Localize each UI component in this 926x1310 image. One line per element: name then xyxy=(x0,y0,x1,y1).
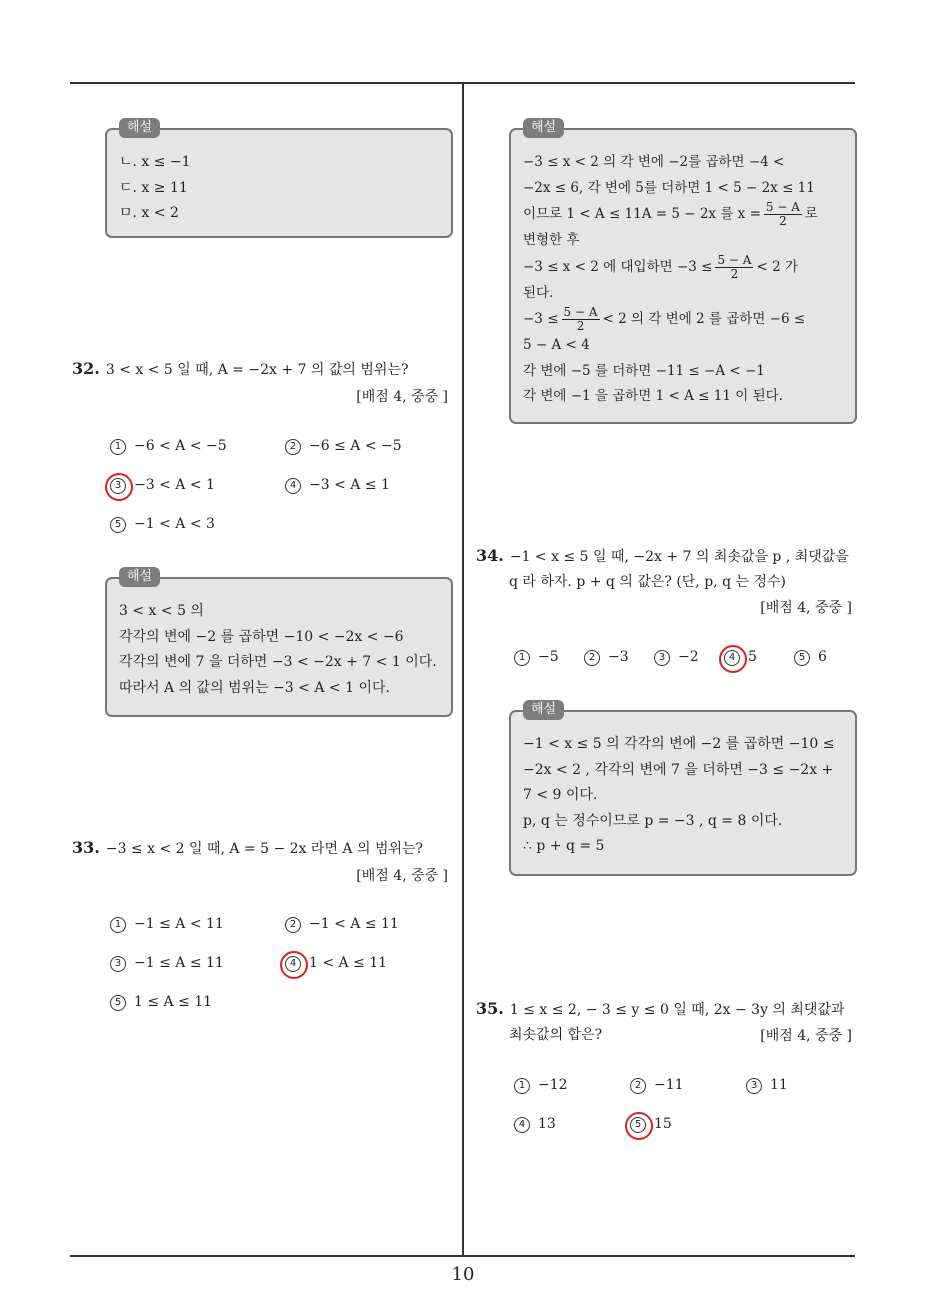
explanation-line: 각각의 변에 −2 를 곱하면 −10 < −2x < −6 xyxy=(119,628,404,645)
choice-marker: 3 xyxy=(654,650,670,666)
choice-35-5[interactable] xyxy=(630,1116,672,1133)
explanation-text: 로 xyxy=(804,206,818,222)
explanation-tag: 해설 xyxy=(119,118,160,138)
choice-marker: 4 xyxy=(285,478,301,494)
fraction-denominator: 2 xyxy=(779,214,787,228)
page-number: 10 xyxy=(451,1264,475,1285)
question-meta: [배점 4, 중중 ] xyxy=(760,1028,852,1044)
explanation-line: 된다. xyxy=(523,284,554,301)
explanation-line: −2x < 2 , 각각의 변에 7 을 더하면 −3 ≤ −2x + xyxy=(523,761,834,778)
fraction-numerator: 5 − A xyxy=(717,252,752,267)
choice-35-3[interactable] xyxy=(746,1077,788,1094)
question-33 xyxy=(72,835,452,862)
explanation-line xyxy=(523,306,845,333)
explanation-tag: 해설 xyxy=(523,118,564,138)
question-34 xyxy=(476,543,861,595)
choice-text: −3 < A ≤ 1 xyxy=(309,477,390,493)
choice-32-2[interactable] xyxy=(285,438,402,455)
question-number: 35. xyxy=(476,999,504,1018)
explanation-line: 3 < x < 5 의 xyxy=(119,603,204,619)
fraction-denominator: 2 xyxy=(730,266,739,281)
explanation-line xyxy=(523,254,845,281)
choice-marker: 2 xyxy=(285,917,301,933)
choice-33-4[interactable] xyxy=(285,955,387,972)
choice-34-4[interactable] xyxy=(724,649,757,666)
choice-text: −6 < A < −5 xyxy=(134,438,227,454)
explanation-line: 각각의 변에 7 을 더하면 −3 < −2x + 7 < 1 이다. xyxy=(119,654,437,670)
question-text: 최솟값의 합은? xyxy=(509,1027,603,1043)
choice-34-1[interactable] xyxy=(514,649,559,666)
choice-text: −1 ≤ A < 11 xyxy=(134,916,224,932)
choice-text: 6 xyxy=(818,649,827,665)
explanation-line: ㄷ. x ≥ 11 xyxy=(119,179,188,196)
choice-32-1[interactable] xyxy=(110,438,227,455)
choice-32-4[interactable] xyxy=(285,477,390,494)
question-number: 33. xyxy=(72,838,100,857)
choice-34-5[interactable] xyxy=(794,649,827,666)
choice-text: −1 < A < 3 xyxy=(134,516,215,532)
question-text: −1 < x ≤ 5 일 때, −2x + 7 의 최솟값을 p , 최댓값을 xyxy=(509,549,849,565)
choice-text: 13 xyxy=(538,1116,556,1132)
explanation-text: < 2 가 xyxy=(756,258,798,275)
choice-marker: 2 xyxy=(285,439,301,455)
question-text: 3 < x < 5 일 때, A = −2x + 7 의 값의 범위는? xyxy=(105,362,409,378)
explanation-text: < 2 의 각 변에 2 를 곱하면 −6 ≤ xyxy=(602,311,806,327)
choice-33-2[interactable] xyxy=(285,916,399,933)
choice-34-3[interactable] xyxy=(654,649,699,666)
explanation-line: 5 − A < 4 xyxy=(523,337,590,353)
choice-marker: 1 xyxy=(110,439,126,455)
choice-text: 1 ≤ A ≤ 11 xyxy=(134,994,213,1010)
explanation-line: −2x ≤ 6, 각 변에 5를 더하면 1 < 5 − 2x ≤ 11 xyxy=(523,179,815,196)
explanation-line: ㅁ. x < 2 xyxy=(119,205,179,221)
column-divider xyxy=(462,84,464,1256)
question-line: q 라 하자. p + q 의 값은? (단, p, q 는 정수) xyxy=(509,574,786,590)
choice-text: −3 xyxy=(608,649,629,665)
explanation-box-31 xyxy=(105,120,453,238)
answer-circle-marker: 4 xyxy=(724,650,740,666)
answer-circle-marker: 3 xyxy=(110,478,126,494)
explanation-line: 7 < 9 이다. xyxy=(523,787,598,803)
choice-marker: 2 xyxy=(584,650,600,666)
choice-text: −11 xyxy=(654,1077,684,1093)
question-meta: [배점 4, 중중 ] xyxy=(356,389,448,405)
question-text: −3 ≤ x < 2 일 때, A = 5 − 2x 라면 A 의 범위는? xyxy=(105,841,424,857)
choice-marker: 4 xyxy=(514,1117,530,1133)
choice-34-2[interactable] xyxy=(584,649,629,666)
bottom-rule xyxy=(70,1255,855,1257)
fraction xyxy=(764,201,802,228)
choice-text: −6 ≤ A < −5 xyxy=(309,438,402,454)
choice-35-1[interactable] xyxy=(514,1077,568,1094)
explanation-line: 변형한 후 xyxy=(523,232,580,248)
explanation-line: ㄴ. x ≤ −1 xyxy=(119,154,191,170)
choice-marker: 5 xyxy=(110,995,126,1011)
fraction xyxy=(562,306,600,333)
choice-text: −5 xyxy=(538,649,559,665)
question-32 xyxy=(72,356,452,383)
choice-text: −1 ≤ A ≤ 11 xyxy=(134,955,224,971)
question-number: 34. xyxy=(476,546,504,565)
fraction-denominator: 2 xyxy=(576,319,585,333)
explanation-line: 각 변에 −1 을 곱하면 1 < A ≤ 11 이 된다. xyxy=(523,388,783,404)
question-meta: [배점 4, 중중 ] xyxy=(760,600,852,616)
question-text: 1 ≤ x ≤ 2, − 3 ≤ y ≤ 0 일 때, 2x − 3y 의 최댓값과 xyxy=(509,1002,845,1018)
choice-marker: 5 xyxy=(110,517,126,533)
choice-text: −12 xyxy=(538,1077,568,1093)
explanation-tag: 해설 xyxy=(523,700,564,720)
choice-marker: 2 xyxy=(630,1078,646,1094)
explanation-text: −3 ≤ x < 2 에 대입하면 −3 ≤ xyxy=(523,258,713,275)
choice-marker: 1 xyxy=(514,650,530,666)
explanation-line: p, q 는 정수이므로 p = −3 , q = 8 이다. xyxy=(523,812,783,829)
explanation-box-33 xyxy=(509,120,857,424)
choice-35-2[interactable] xyxy=(630,1077,684,1094)
choice-marker: 5 xyxy=(794,650,810,666)
choice-text: −2 xyxy=(678,649,699,665)
choice-32-5[interactable] xyxy=(110,516,215,533)
choice-35-4[interactable] xyxy=(514,1116,556,1133)
choice-33-1[interactable] xyxy=(110,916,224,933)
explanation-line: ∴ p + q = 5 xyxy=(523,838,605,854)
explanation-line: 따라서 A 의 값의 범위는 −3 < A < 1 이다. xyxy=(119,679,390,696)
explanation-line xyxy=(523,201,845,228)
choice-33-3[interactable] xyxy=(110,955,224,972)
explanation-line: 각 변에 −5 를 더하면 −11 ≤ −A < −1 xyxy=(523,362,765,379)
choice-text: 1 < A ≤ 11 xyxy=(309,955,388,971)
question-number: 32. xyxy=(72,359,100,378)
fraction-numerator: 5 − A xyxy=(563,305,598,319)
choice-marker: 3 xyxy=(746,1078,762,1094)
explanation-line: −3 ≤ x < 2 의 각 변에 −2를 곱하면 −4 < xyxy=(523,154,785,170)
choice-marker: 1 xyxy=(110,917,126,933)
choice-text: −3 < A < 1 xyxy=(134,477,215,493)
answer-circle-marker: 4 xyxy=(285,956,301,972)
explanation-text: 이므로 1 < A ≤ 11A = 5 − 2x 를 x = xyxy=(523,206,761,222)
question-meta: [배점 4, 중중 ] xyxy=(356,868,448,884)
question-line xyxy=(476,543,861,570)
fraction-numerator: 5 − A xyxy=(765,200,800,214)
choice-text: 11 xyxy=(770,1077,788,1093)
choice-text: 15 xyxy=(654,1116,672,1132)
choice-marker: 1 xyxy=(514,1078,530,1094)
explanation-box-32 xyxy=(105,569,453,717)
choice-32-3[interactable] xyxy=(110,477,215,494)
explanation-tag: 해설 xyxy=(119,567,160,587)
choice-text: −1 < A ≤ 11 xyxy=(309,916,399,932)
explanation-line: −1 < x ≤ 5 의 각각의 변에 −2 를 곱하면 −10 ≤ xyxy=(523,736,835,752)
question-line xyxy=(476,996,861,1023)
answer-circle-marker: 5 xyxy=(630,1117,646,1133)
explanation-text: −3 ≤ xyxy=(523,311,559,327)
fraction xyxy=(715,254,753,281)
choice-marker: 3 xyxy=(110,956,126,972)
choice-text: 5 xyxy=(748,649,757,665)
explanation-box-34 xyxy=(509,702,857,876)
choice-33-5[interactable] xyxy=(110,994,212,1011)
